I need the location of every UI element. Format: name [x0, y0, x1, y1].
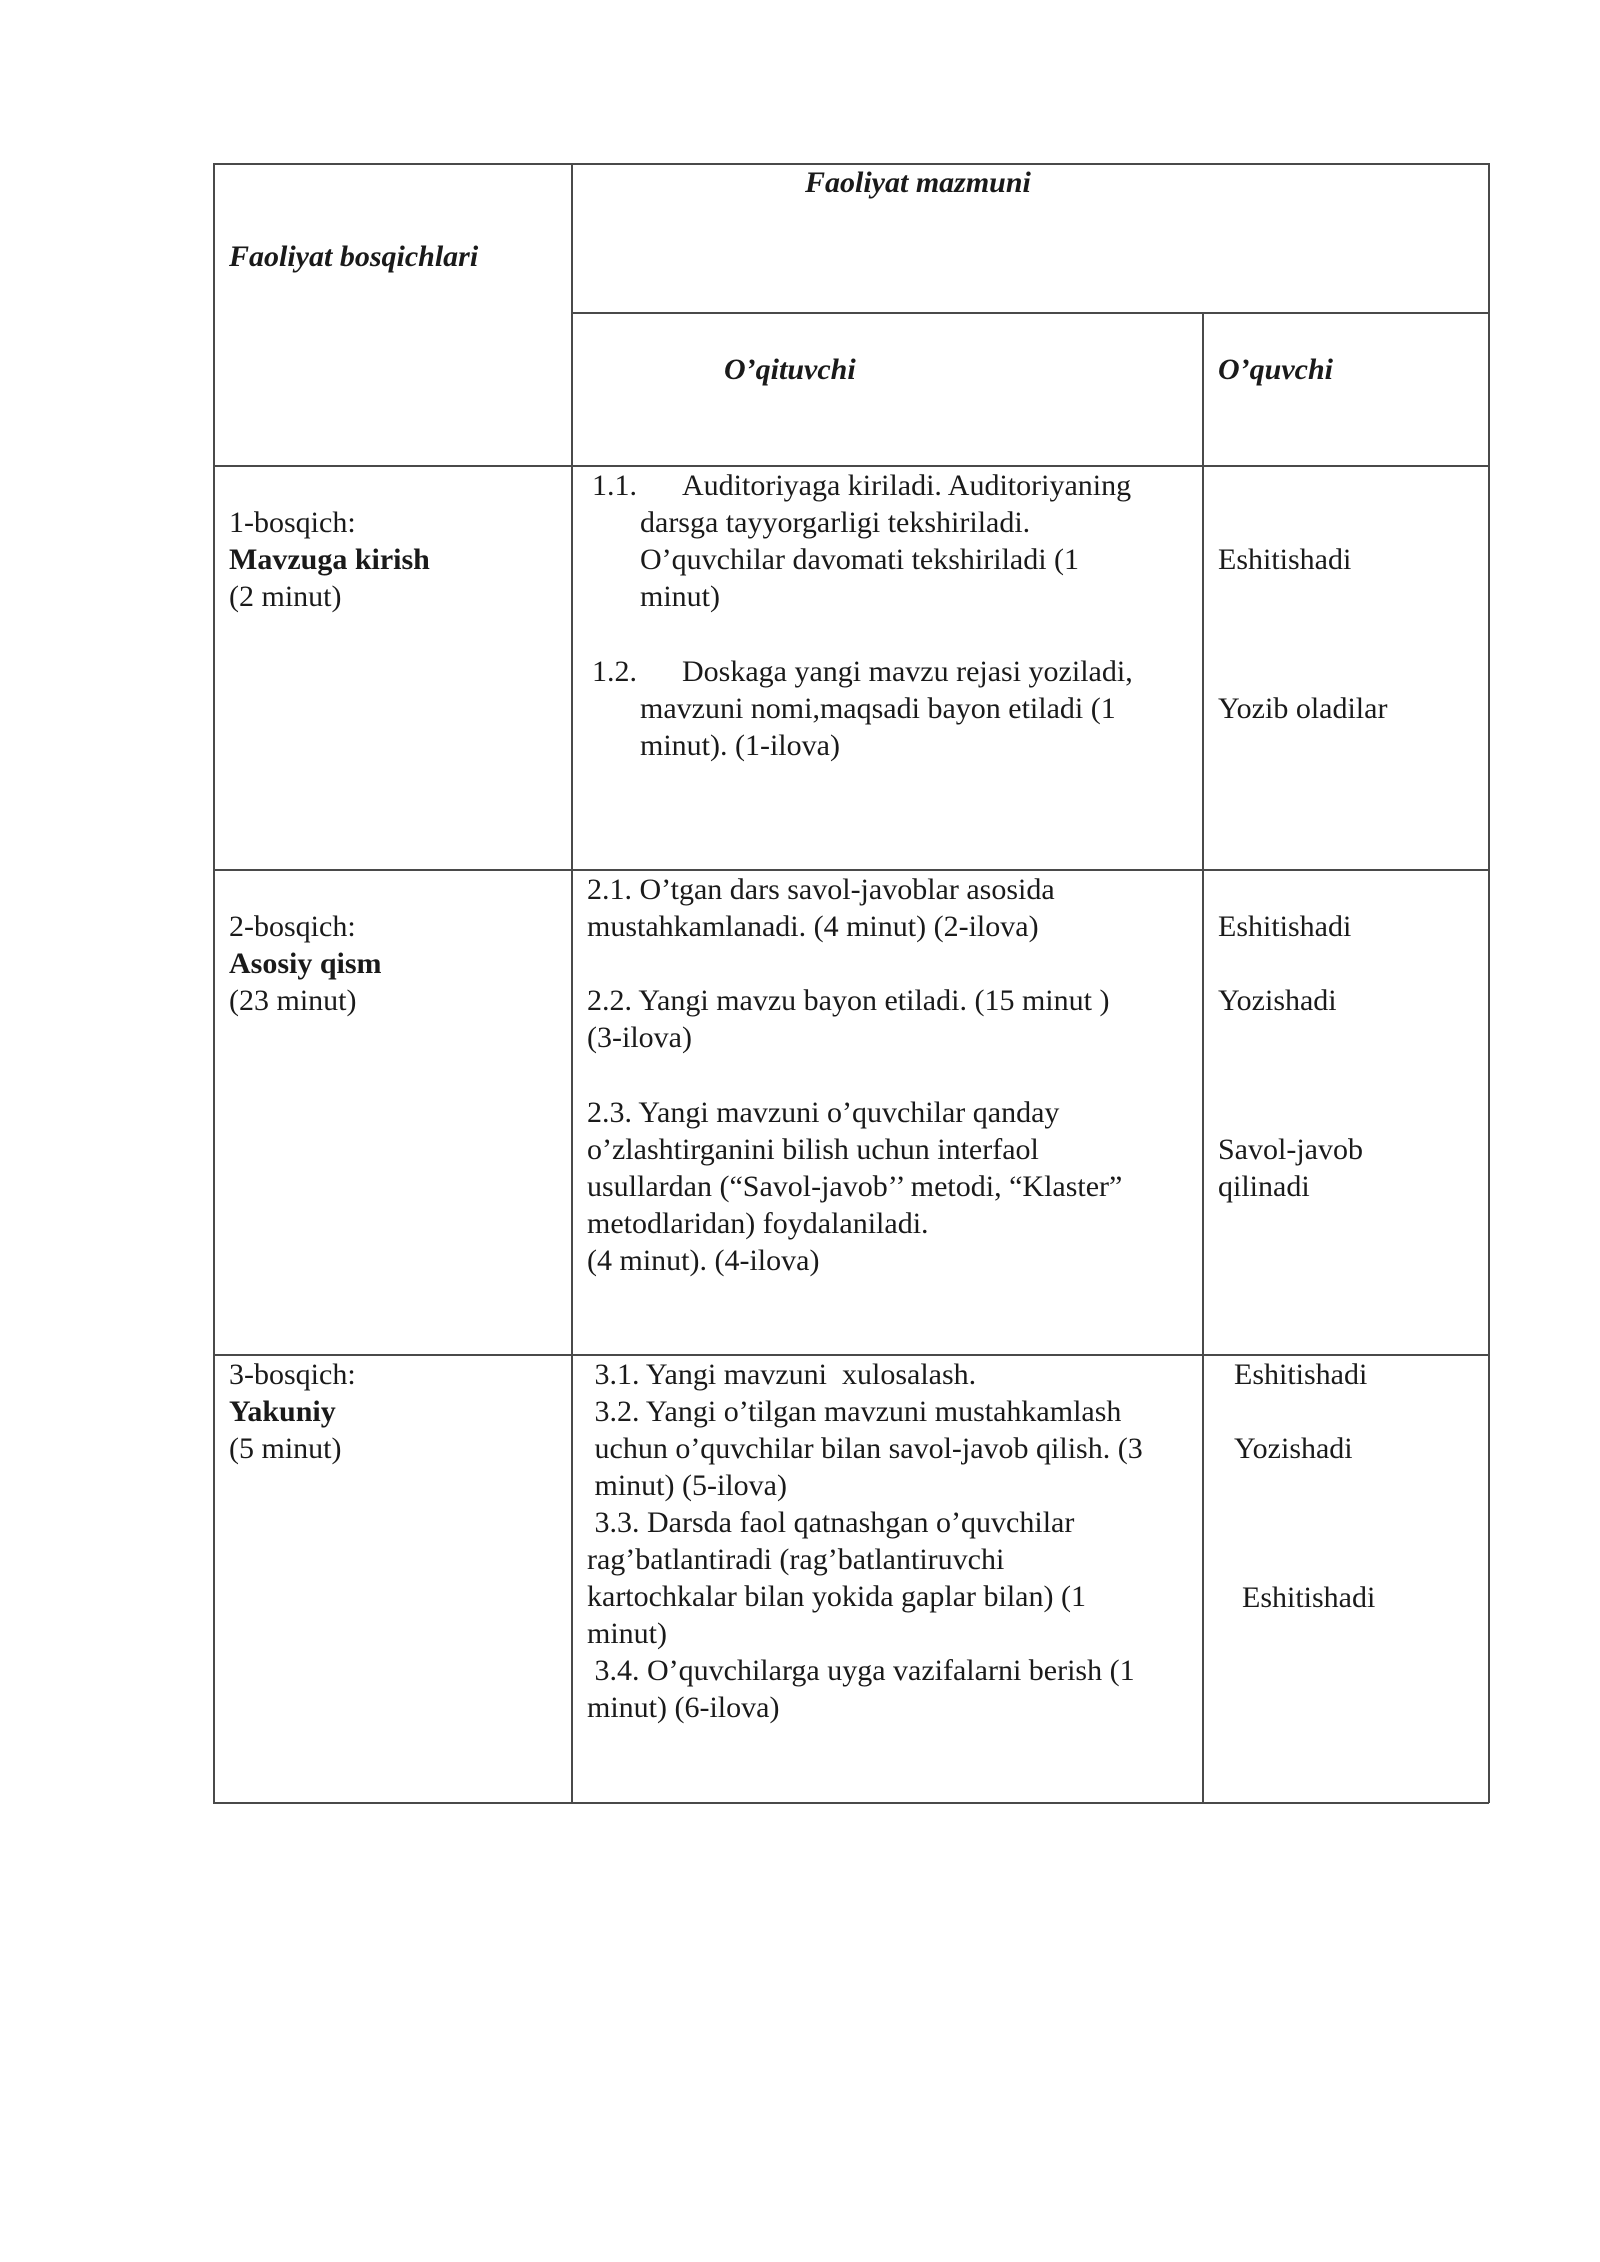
- stage-2-cell: [229, 908, 382, 1019]
- item-1-2-number: 1.2.: [592, 655, 637, 688]
- stage-1-student-1: Eshitishadi: [1218, 543, 1352, 576]
- stage-2-student-4: qilinadi: [1218, 1170, 1310, 1203]
- stage-1-student-2: Yozib oladilar: [1218, 692, 1388, 725]
- item-1-1-number: 1.1.: [592, 469, 637, 502]
- stage-2-student-3: Savol-javob: [1218, 1133, 1363, 1166]
- item-1-2-text: Doskaga yangi mavzu rejasi yoziladi, mavzuni nomi,maqsadi bayon etiladi (1 minut). (1-ilova): [640, 655, 1133, 762]
- header-content: Faoliyat mazmuni: [805, 166, 1031, 199]
- stage-3-duration: (5 minut): [229, 1432, 342, 1465]
- table-border-right: [1488, 163, 1490, 1803]
- header-divider: [571, 312, 1489, 314]
- stage-1-label: 1-bosqich:: [229, 506, 356, 539]
- stage-1-duration: (2 minut): [229, 580, 342, 613]
- stage-3-teacher-cell: 3.1. Yangi mavzuni xulosalash. 3.2. Yangi o’tilgan mavzuni mustahkamlash uchun o’quvchilar bilan savol-javob qilish. (3 minut) (5-ilova) 3.3. Darsda faol qatnashgan o’quvchilar rag’batlantiradi (rag’batlantiruvchi kartochkalar bilan yokida gaplar bilan) (1 minut) 3.4. O’quvchilarga uyga vazifalarni berish (1 minut) (6-ilova): [587, 1358, 1143, 1724]
- item-1-1-text: Auditoriyaga kiriladi. Auditoriyaning darsga tayyorgarligi tekshiriladi. O’quvchilar davomati tekshiriladi (1 minut): [640, 469, 1132, 613]
- stage-2-student-1: Eshitishadi: [1218, 910, 1352, 943]
- stage-3-student-2: Yozishadi: [1234, 1432, 1353, 1465]
- stage-2-label: 2-bosqich:: [229, 910, 356, 943]
- table-border-left: [213, 163, 215, 1803]
- stage-2-name: Asosiy qism: [229, 947, 382, 980]
- item-2-1: 2.1. O’tgan dars savol-javoblar asosida mustahkamlanadi. (4 minut) (2-ilova): [587, 873, 1055, 943]
- header-student: O’quvchi: [1218, 353, 1333, 386]
- header-stages: Faoliyat bosqichlari: [229, 240, 479, 273]
- stage-2-student-2: Yozishadi: [1218, 984, 1337, 1017]
- table-border-bottom: [213, 1802, 1489, 1804]
- item-2-3: 2.3. Yangi mavzuni o’quvchilar qanday o’zlashtirganini bilish uchun interfaol usullardan (“Savol-javob’’ metodi, “Klaster” metodlaridan) foydalaniladi. (4 minut). (4-ilova): [587, 1096, 1123, 1277]
- header-teacher: O’qituvchi: [724, 353, 856, 386]
- stage-2-duration: (23 minut): [229, 984, 357, 1017]
- stage-3-label: 3-bosqich:: [229, 1358, 356, 1391]
- stage-1-cell: [229, 504, 430, 615]
- stage-3-student-1: Eshitishadi: [1234, 1358, 1368, 1391]
- stage-3-cell: [229, 1356, 356, 1467]
- col-divider-1: [571, 163, 573, 1803]
- item-2-2: 2.2. Yangi mavzu bayon etiladi. (15 minut ) (3-ilova): [587, 984, 1110, 1054]
- col-divider-2: [1202, 312, 1204, 1803]
- stage-3-name: Yakuniy: [229, 1395, 336, 1428]
- stage-3-student-3: Eshitishadi: [1242, 1581, 1376, 1614]
- stage-1-name: Mavzuga kirish: [229, 543, 430, 576]
